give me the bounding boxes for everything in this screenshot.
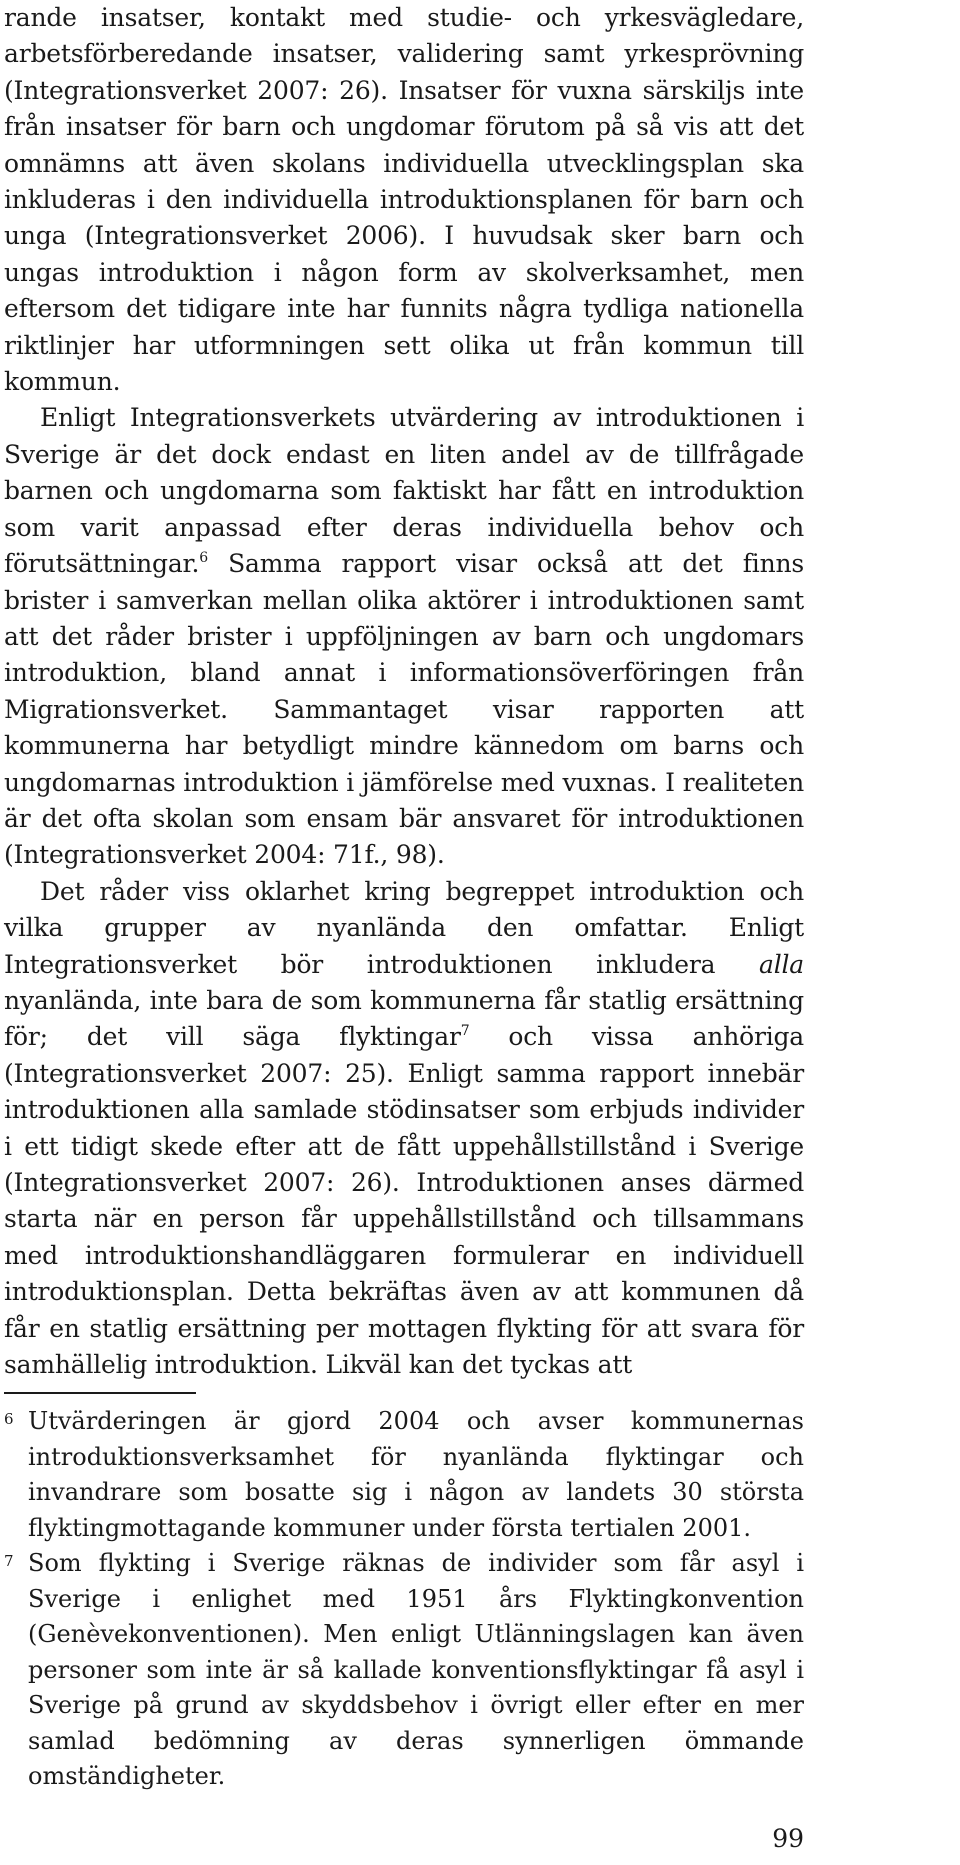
footnote-6: [4, 1404, 804, 1546]
footnote-ref-7[interactable]: 7: [460, 1023, 470, 1040]
footnote-7: [4, 1546, 804, 1795]
footnote-ref-6[interactable]: 6: [199, 550, 209, 567]
paragraph-2-text-before: Enligt Integrationsverkets utvärdering av introduktionen i Sverige är det dock endast en liten andel av de tillfrågade barnen och ungdomarna som faktiskt har fått en introduktion som varit anpassad efter deras individuella behov och förutsättningar.: [4, 403, 804, 579]
paragraph-3-text-before: Det råder viss oklarhet kring begreppet introduktion och vilka grupper av nyanlända den omfattar. Enligt Integrationsverket bör introduktionen inkludera: [4, 876, 804, 979]
footnote-text: Som flykting i Sverige räknas de individer som får asyl i Sverige i enlighet med 1951 års Flyktingkonvention (Genèvekonventionen). Men enligt Utlänningslagen kan även personer som inte är så kallade konventionsflyktingar få asyl i Sverige på grund av skyddsbehov i övrigt eller efter en mer samlad bedömning av deras synnerligen ömmande omständigheter.: [28, 1549, 804, 1790]
body-text: [4, 0, 804, 1383]
footnote-mark: 7: [4, 1552, 14, 1570]
footnote-divider: [4, 1392, 196, 1394]
paragraph-1: [4, 0, 804, 400]
paragraph-3-text-middle: nyanlända, inte bara de som kommunerna får statlig ersättning för; det vill säga flyktingar: [4, 985, 804, 1052]
footnote-text: Utvärderingen är gjord 2004 och avser kommunernas introduktionsverksamhet för nyanlända flyktingar och invandrare som bosatte sig i någon av landets 30 största flyktingmottagande kommuner under första tertialen 2001.: [28, 1407, 804, 1542]
footnote-mark: 6: [4, 1410, 14, 1428]
paragraph-2-text-after: Samma rapport visar också att det finns brister i samverkan mellan olika aktörer i introduktionen samt att det råder brister i uppföljningen av barn och ungdomars introduktion, bland annat i informationsöverföringen från Migrationsverket. Sammantaget visar rapporten att kommunerna har betydligt mindre kännedom om barns och ungdomarnas introduktion i jämförelse med vuxnas. I realiteten är det ofta skolan som ensam bär ansvaret för introduktionen (Integrationsverket 2004: 71f., 98).: [4, 549, 804, 870]
paragraph-2: [4, 400, 804, 873]
paragraph-1-text: rande insatser, kontakt med studie- och yrkesvägledare, arbetsförberedande insatser, validering samt yrkesprövning (Integrationsverket 2007: 26). Insatser för vuxna särskiljs inte från insatser för barn och ungdomar förutom på så vis att det omnämns att även skolans individuella utvecklingsplan ska inkluderas i den individuella introduktionsplanen för barn och unga (Integrationsverket 2006). I huvudsak sker barn och ungas introduktion i någon form av skolverksamhet, men eftersom det tidigare inte har funnits några tydliga nationella riktlinjer har utformningen sett olika ut från kommun till kommun.: [4, 3, 804, 397]
page-number: 99: [772, 1824, 804, 1853]
paragraph-3-text-after: och vissa anhöriga (Integrationsverket 2007: 25). Enligt samma rapport innebär introduktionen alla samlade stödinsatser som erbjuds individer i ett tidigt skede efter att de fått uppehållstillstånd i Sverige (Integrationsverket 2007: 26). Introduktionen anses därmed starta när en person får uppehållstillstånd och tillsammans med introduktionshandläggaren formulerar en individuell introduktionsplan. Detta bekräftas även av att kommunen då får en statlig ersättning per mottagen flykting för att svara för samhällelig introduktion. Likväl kan det tyckas att: [4, 1022, 804, 1380]
footnotes: [4, 1404, 804, 1795]
emphasis-alla: alla: [758, 949, 804, 979]
paragraph-3: [4, 874, 804, 1384]
